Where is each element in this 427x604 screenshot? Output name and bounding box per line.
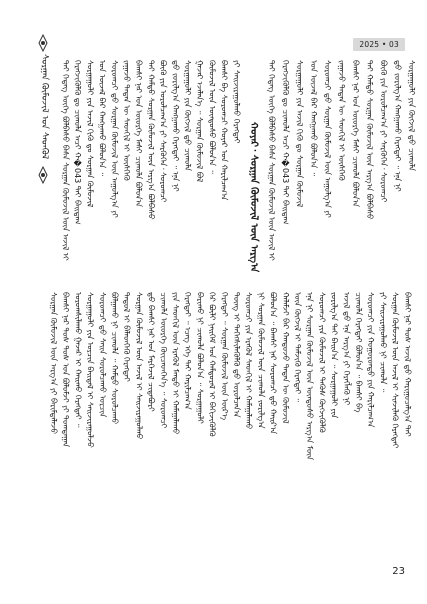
text-column: ᠳᠠᠳᠤᠯ ᠢ ᠪᠡᠯᠡᠳᠬᠡᠬᠦ ᠬᠡᠷᠡᠭᠲᠡᠢ xyxy=(122,292,132,382)
text-column: ᠰᠤᠷᠤᠭᠴᠢ ᠶᠢᠨ ᠡᠷᠡᠭᠦᠯ ᠰᠡᠳᠬᠢᠯ ᠢ ᠬᠠᠮᠠᠭᠠᠯᠠᠬᠤ xyxy=(244,292,254,430)
text-column: ᠪᠠᠭᠰᠢ ᠨᠠᠷ ᠤᠨ ᠦᠦᠷᠭᠡ ᠮᠠᠰᠢ ᠴᠢᠬᠤᠯᠠ ᠪᠣᠯᠣᠨ᠎ᠠ xyxy=(351,60,360,207)
text-column: ᠲᠡᠢ ᠬᠠᠮᠲᠤ ᠰᠤᠷᠭᠠᠨ ᠬᠦᠮᠦᠵᠢᠯ ᠦᠨ ᠠᠷᠭ᠎ᠠ ᠪᠣᠯᠪᠠᠰᠤ xyxy=(146,60,156,220)
text-column: ᠪᠠᠭᠰᠢ ᠪᠠ ᠰᠤᠷᠤᠭᠴᠢ ᠬᠣᠶᠠᠷ ᠤᠨ ᠬᠠᠷᠢᠯᠴᠠᠭ᠎ᠠ xyxy=(219,60,229,201)
text-column: ᠰᠤᠷᠭᠠᠭᠤᠯᠢ ᠶᠢᠨ ᠠᠵᠢᠯ ᠬᠢᠬᠦ ᠳᠤ ᠰᠤᠷᠭᠠᠨ ᠬᠦᠮᠦᠵᠢᠯ xyxy=(295,60,304,208)
text-column: ᠰᠤᠷᠭᠠᠭᠤᠯᠢ ᠶᠢᠨ ᠣᠷᠴᠢᠨ ᠪᠠᠢᠳᠠᠯ ᠢ ᠰᠠᠢᠵᠢᠷᠠᠭᠤᠯᠵᠤ xyxy=(85,292,95,448)
text-column: ᠲᠡᠢ ᠭᠡᠳᠡᠭ ᠦᠭᠡ ᠪᠣᠯᠪᠠᠰᠤ ᠪᠠᠰᠠ ᠰᠤᠷᠭᠠᠨ ᠬᠦᠮᠦᠵᠢᠯ ᠦᠨ ᠠᠵᠢᠯ ᠢ xyxy=(267,60,276,261)
running-title xyxy=(28,34,58,184)
text-column: ᠬᠡᠷᠡᠭᠲᠡᠢ ᠃ ᠡᠴᠡᠭ᠌ ᠡᠬᠡ ᠲᠠᠢ ᠬᠠᠷᠢᠯᠴᠠᠭ᠎ᠠ xyxy=(183,292,193,410)
text-column: ᠵᠣᠷᠢᠯᠭ᠎ᠠ ᠲᠠᠢ ᠪᠠᠢᠨ᠎ᠠ ᠃ ᠰᠤᠷᠭᠠᠭᠤᠯᠢ ᠶᠢᠨ xyxy=(329,292,339,419)
text-column: ᠴᠢᠬᠤᠯᠠ ᠬᠡᠷᠡᠭᠲᠡᠢ ᠪᠣᠯᠣᠨ᠎ᠠ ᠃ ᠪᠠᠭᠰᠢ ᠪᠠ xyxy=(354,292,363,413)
text-column: ᠬᠠᠯᠠᠮᠵᠢ ᠪᠡᠷ ᠬᠠᠨᠳᠤᠵᠤ ᠲᠡᠳᠡᠨ ᠦ ᠬᠦᠮᠦᠵᠢᠯ xyxy=(280,292,290,424)
text-column: ᠰᠤᠷᠤᠭᠴᠢ ᠶᠢᠨ ᠬᠦᠮᠦᠵᠢᠯ ᠢ ᠲᠡᠭᠦᠰ ᠬᠥᠭᠵᠢᠭᠦᠯᠬᠦ xyxy=(317,292,327,433)
text-column: ᠰᠤᠷᠤᠭᠴᠢ ᠶᠢᠨ ᠬᠣᠭᠣᠷᠣᠨᠳᠤ ᠶᠢᠨ ᠬᠠᠷᠢᠯᠴᠠᠭ᠎ᠠ xyxy=(366,292,376,428)
text-column: ᠵᠠᠭᠠᠵᠤ ᠲᠡᠳᠡᠨ ᠦ ᠰᠡᠳᠬᠢᠯ ᠢ ᠥᠰᠬᠡᠬᠦ xyxy=(337,60,346,181)
text-column: ᠰᠤᠷᠭᠠᠨ ᠬᠦᠮᠦᠵᠢᠯ ᠦᠨ ᠠᠷᠭ᠎ᠠ ᠶᠢ ᠪᠠᠷᠢᠮᠳᠠᠯᠠᠵᠤ xyxy=(49,292,58,434)
text-column: ᠬᠡᠷᠡᠭᠵᠢᠭᠦᠯᠬᠦ ᠳᠤ ᠴᠢᠬᠤᠯᠠ ᠠᠴᠢ ᠬ�043 ᠲᠠᠢ ᠪᠠᠢᠳᠠᠭ xyxy=(73,60,83,225)
text-column: ᠰᠤᠷᠭᠠᠨ ᠬᠦᠮᠦᠵᠢᠯ ᠦᠨ ᠠᠵᠢᠯ ᠢ ᠰᠢᠨᠵᠢᠯᠡᠬᠦ ᠬᠡᠷᠡᠭᠲᠡᠢ xyxy=(390,292,400,449)
text-column: ᠶᠢᠨ ᠰᠡᠳᠬᠢᠯ ᠦᠨ ᠡᠷᠡᠭᠦᠯ ᠮᠡᠨᠳᠦ ᠢ ᠬᠠᠮᠠᠭᠠᠯᠠᠬᠤ xyxy=(171,292,180,435)
text-column: ᠬᠦᠮᠦᠵᠢᠯ ᠦᠨ ᠦᠨᠳᠦᠰᠦ ᠪᠣᠯᠣᠨ᠎ᠠ ᠃ xyxy=(207,60,217,174)
text-column: ᠳᠦᠩ ᠢ ᠳᠡᠭᠡᠭᠰᠢᠯᠡᠭᠦᠯᠬᠦ ᠳ᠋ᠤ ᠣᠷᠣᠯᠴᠠᠨ᠎ᠠ xyxy=(232,292,241,418)
text-column: ᠪᠣᠯᠭᠠᠬᠤ ᠨᠢ ᠴᠢᠬᠤᠯᠠ ᠃ ᠬᠠᠮᠲᠤ ᠰᠤᠷᠤᠯᠴᠠᠬᠤ xyxy=(110,292,119,425)
text-column: ᠤᠨ ᠦᠵᠡᠯ ᠪᠠᠷ ᠬᠠᠩᠭᠠᠬᠤ ᠪᠣᠯᠣᠨ᠎ᠠ ᠃ xyxy=(97,60,107,177)
text-column: ᠳ᠋ᠤ ᠵᠣᠷᠢᠯᠭ᠎ᠠ ᠬᠠᠩᠭᠠᠬᠤ ᠬᠡᠷᠡᠭᠲᠡᠢ ᠃ ᠡᠨᠡ ᠨᠢ xyxy=(393,60,402,192)
text-column: ᠰᠤᠷᠭᠠᠭᠤᠯᠢ ᠶᠢᠨ ᠠᠵᠢᠯ ᠬᠢᠬᠦ ᠳᠤ ᠰᠤᠷᠭᠠᠨ ᠬᠦᠮᠦᠵᠢᠯ xyxy=(85,60,95,208)
text-column: ᠠᠵᠢᠯ ᠳ᠋ᠤ ᠡᠨᠡ ᠠᠷᠭ᠎ᠠ ᠶᠢ ᠬᠡᠷᠡᠭᠯᠡᠬᠦ ᠨᠢ xyxy=(341,292,351,406)
text-column: ᠰᠤᠷᠭᠠᠭᠤᠯᠢ ᠶᠢᠨ ᠬᠥᠭᠵᠢᠯ ᠳ᠋ᠤ ᠴᠢᠬᠤᠯᠠ xyxy=(407,60,416,171)
text-column: ᠤᠷᠤᠭᠰᠢᠯᠠᠬᠤ ᠭᠠᠵᠠᠷ ᠢ ᠬᠠᠢᠬᠤ ᠬᠡᠷᠡᠭᠲᠡᠢ ᠃ xyxy=(73,292,83,428)
text-column: ᠪᠠᠭᠰᠢ ᠨᠠᠷ ᠤᠨ ᠦᠦᠷᠭᠡ ᠮᠠᠰᠢ ᠴᠢᠬᠤᠯᠠ ᠪᠣᠯᠣᠨ᠎ᠠ xyxy=(134,60,144,207)
text-column: ᠰᠤᠷᠤᠭᠴᠢ ᠳ᠋ᠤ ᠰᠤᠷᠭᠠᠨ ᠬᠦᠮᠦᠵᠢᠯ ᠦᠨ ᠠᠭᠤᠯᠭ᠎ᠠ ᠶᠢ xyxy=(323,60,332,218)
page-number: 23 xyxy=(392,566,405,577)
text-column: ᠲᠡᠢ ᠭᠡᠳᠡᠭ ᠦᠭᠡ ᠪᠣᠯᠪᠠᠰᠤ ᠪᠠᠰᠠ ᠰᠤᠷᠭᠠᠨ ᠬᠦᠮᠦᠵᠢᠯ ᠦᠨ ᠠᠵᠢᠯ ᠢ xyxy=(61,60,70,261)
text-column: ᠪᠠᠭᠰᠢ ᠨᠠᠷ ᠲᠤᠰ ᠠᠵᠢᠯ ᠳ᠋ᠤ ᠬᠠᠷᠢᠭᠤᠴᠠᠯᠭ᠎ᠠ ᠲᠠᠢ xyxy=(402,292,412,437)
text-column: ᠪᠠᠷᠢᠬᠤ ᠨᠢ ᠴᠢᠬᠤᠯᠠ ᠪᠣᠯᠣᠨ᠎ᠠ ᠃ ᠰᠤᠷᠭᠠᠭᠤᠯᠢ xyxy=(195,292,205,424)
section-heading: ᠬᠣᠶᠠᠷ᠂ ᠰᠤᠷᠭᠠᠨ ᠬᠦᠮᠦᠵᠢᠯ ᠦᠨ ᠠᠷᠭ᠎ᠠ xyxy=(248,122,259,272)
text-column: ᠰᠤᠷᠤᠭᠴᠢ ᠳ᠋ᠤ ᠰᠤᠷᠭᠠᠨ ᠬᠦᠮᠦᠵᠢᠯ ᠦᠨ ᠠᠭᠤᠯᠭ᠎ᠠ ᠶᠢ xyxy=(109,60,119,218)
text-column: ᠨᠢ ᠰᠤᠷᠭᠠᠨ ᠬᠦᠮᠦᠵᠢᠯ ᠦᠨ ᠴᠢᠬᠤᠯᠠ ᠵᠣᠷᠢᠯᠭ᠎ᠠ xyxy=(256,292,266,429)
text-column: ᠬᠡᠷᠡᠭᠲᠡᠢ ᠃ ᠰᠤᠷᠭᠠᠨ ᠬᠦᠮᠦᠵᠢᠯ ᠦᠨ ᠦᠷ᠎ᠡ xyxy=(219,292,229,421)
text-column: ᠪᠦᠬᠦ ᠶᠢᠨ ᠣᠷᠣᠯᠴᠠᠭ᠎ᠠ ᠶᠢ ᠰᠡᠷᠭᠦᠭᠡᠨ᠂ ᠰᠤᠷᠤᠭᠴᠢ xyxy=(379,60,388,203)
text-column: ᠵᠠᠭᠠᠵᠤ ᠲᠡᠳᠡᠨ ᠦ ᠰᠡᠳᠬᠢᠯ ᠢ ᠥᠰᠬᠡᠬᠦ xyxy=(122,60,131,181)
text-column: ᠶᠢ ᠰᠠᠢᠵᠢᠷᠠᠭᠤᠯᠬᠤ ᠬᠡᠷᠡᠭᠲᠡᠢ xyxy=(231,60,241,144)
text-column: ᠰᠤᠷᠭᠠᠨ ᠬᠦᠮᠦᠵᠢᠯ ᠦᠨ ᠠᠵᠢᠯ ᠢ ᠰᠠᠢᠵᠢᠷᠠᠭᠤᠯᠬᠤ xyxy=(134,292,144,440)
text-column: ᠳ᠋ᠤ ᠵᠣᠷᠢᠯᠭ᠎ᠠ ᠬᠠᠩᠭᠠᠬᠤ ᠬᠡᠷᠡᠭᠲᠡᠢ ᠃ ᠡᠨᠡ ᠨᠢ xyxy=(170,60,180,192)
text-column: ᠶᠢ ᠰᠠᠢᠵᠢᠷᠠᠭᠤᠯᠬᠤ ᠨᠢ ᠴᠢᠬᠤᠯᠠ ᠃ xyxy=(378,292,388,393)
text-column: ᠪᠦᠬᠦ ᠶᠢᠨ ᠣᠷᠣᠯᠴᠠᠭ᠎ᠠ ᠶᠢ ᠰᠡᠷᠭᠦᠭᠡᠨ᠂ ᠰᠤᠷᠤᠭᠴᠢ xyxy=(158,60,168,203)
text-column: ᠭᠡᠷ ᠪᠦᠯᠢ ᠨᠡᠢᠭᠡᠮ ᠤᠨ ᠬᠠᠮᠲᠤᠷᠠᠯ ᠢ ᠪᠡᠬᠢᠵᠢᠭᠦᠯᠬᠦ xyxy=(207,292,217,437)
ornament-icon xyxy=(34,34,52,52)
text-column: ᠭᠠᠵᠠᠷ ᠡᠵᠡᠯᠡᠨ᠎ᠡ ᠃ ᠰᠤᠷᠭᠠᠨ ᠬᠦᠮᠦᠵᠢᠯ ᠪᠣᠯ xyxy=(195,60,205,183)
text-column: ᠪᠠᠭᠰᠢ ᠨᠠᠷ ᠲᠤᠰ ᠲᠤᠰ ᠤᠨ ᠪᠣᠯᠣᠮᠵᠢ ᠶᠢ ᠲᠣᠭᠲᠠᠭᠠᠨ xyxy=(61,292,71,448)
text-column: ᠦᠨ ᠬᠥᠭᠵᠢᠯ ᠢ ᠳᠡᠮᠵᠢᠬᠦ ᠬᠡᠷᠡᠭᠲᠡᠢ ᠃ xyxy=(293,292,302,402)
text-column: ᠡᠨᠡ ᠨᠢ ᠰᠤᠷᠭᠠᠨ ᠬᠦᠮᠦᠵᠢᠯ ᠦᠨ ᠦᠨᠳᠦᠰᠦ ᠠᠷᠭ᠎ᠠ ᠮᠥᠨ xyxy=(305,292,315,460)
text-column: ᠴᠢᠬᠤᠯᠠ ᠦᠦᠷᠭᠡ ᠭᠦᠢᠴᠡᠳᠬᠡᠨ᠎ᠡ ᠃ ᠰᠤᠷᠤᠭᠴᠢ xyxy=(158,292,168,429)
text-column: ᠳ᠋ᠤ ᠪᠠᠭᠰᠢ ᠨᠠᠷ ᠤᠨ ᠮᠡᠷᠭᠡᠵᠢᠯ ᠴᠢᠳᠠᠪᠤᠷᠢ xyxy=(146,292,156,412)
text-column: ᠤᠨ ᠦᠵᠡᠯ ᠪᠠᠷ ᠬᠠᠩᠭᠠᠬᠤ ᠪᠣᠯᠣᠨ᠎ᠠ ᠃ xyxy=(309,60,318,177)
text-column: ᠰᠤᠷᠤᠭᠴᠢ ᠳ᠋ᠤ ᠰᠠᠢᠨ ᠰᠤᠷᠤᠯᠴᠠᠬᠤ ᠣᠷᠴᠢᠨ xyxy=(97,292,107,418)
issue-badge: 2025 • 03 xyxy=(353,38,405,51)
text-column: ᠪᠣᠯᠣᠨ᠎ᠠ ᠃ ᠪᠠᠭᠰᠢ ᠨᠠᠷ ᠰᠤᠷᠤᠭᠴᠢ ᠳ᠋ᠤ ᠬᠠᠢᠷ᠎ᠠ xyxy=(268,292,278,435)
text-column: ᠲᠡᠢ ᠬᠠᠮᠲᠤ ᠰᠤᠷᠭᠠᠨ ᠬᠦᠮᠦᠵᠢᠯ ᠦᠨ ᠠᠷᠭ᠎ᠠ ᠪᠣᠯᠪᠠᠰᠤ xyxy=(365,60,374,220)
ornament-icon xyxy=(34,166,52,184)
text-column: ᠰᠤᠷᠭᠠᠭᠤᠯᠢ ᠶᠢᠨ ᠬᠥᠭᠵᠢᠯ ᠳ᠋ᠤ ᠴᠢᠬᠤᠯᠠ xyxy=(183,60,192,171)
running-title-text: ᠰᠤᠷᠭᠠᠨ ᠬᠦᠮᠦᠵᠢᠯ ᠤᠨ ᠰᠡᠳᠬᠦᠯ xyxy=(39,54,49,160)
text-column: ᠬᠡᠷᠡᠭᠵᠢᠭᠦᠯᠬᠦ ᠳᠤ ᠴᠢᠬᠤᠯᠠ ᠠᠴᠢ ᠬ�043 ᠲᠠᠢ ᠪᠠᠢᠳᠠᠭ xyxy=(281,60,290,225)
